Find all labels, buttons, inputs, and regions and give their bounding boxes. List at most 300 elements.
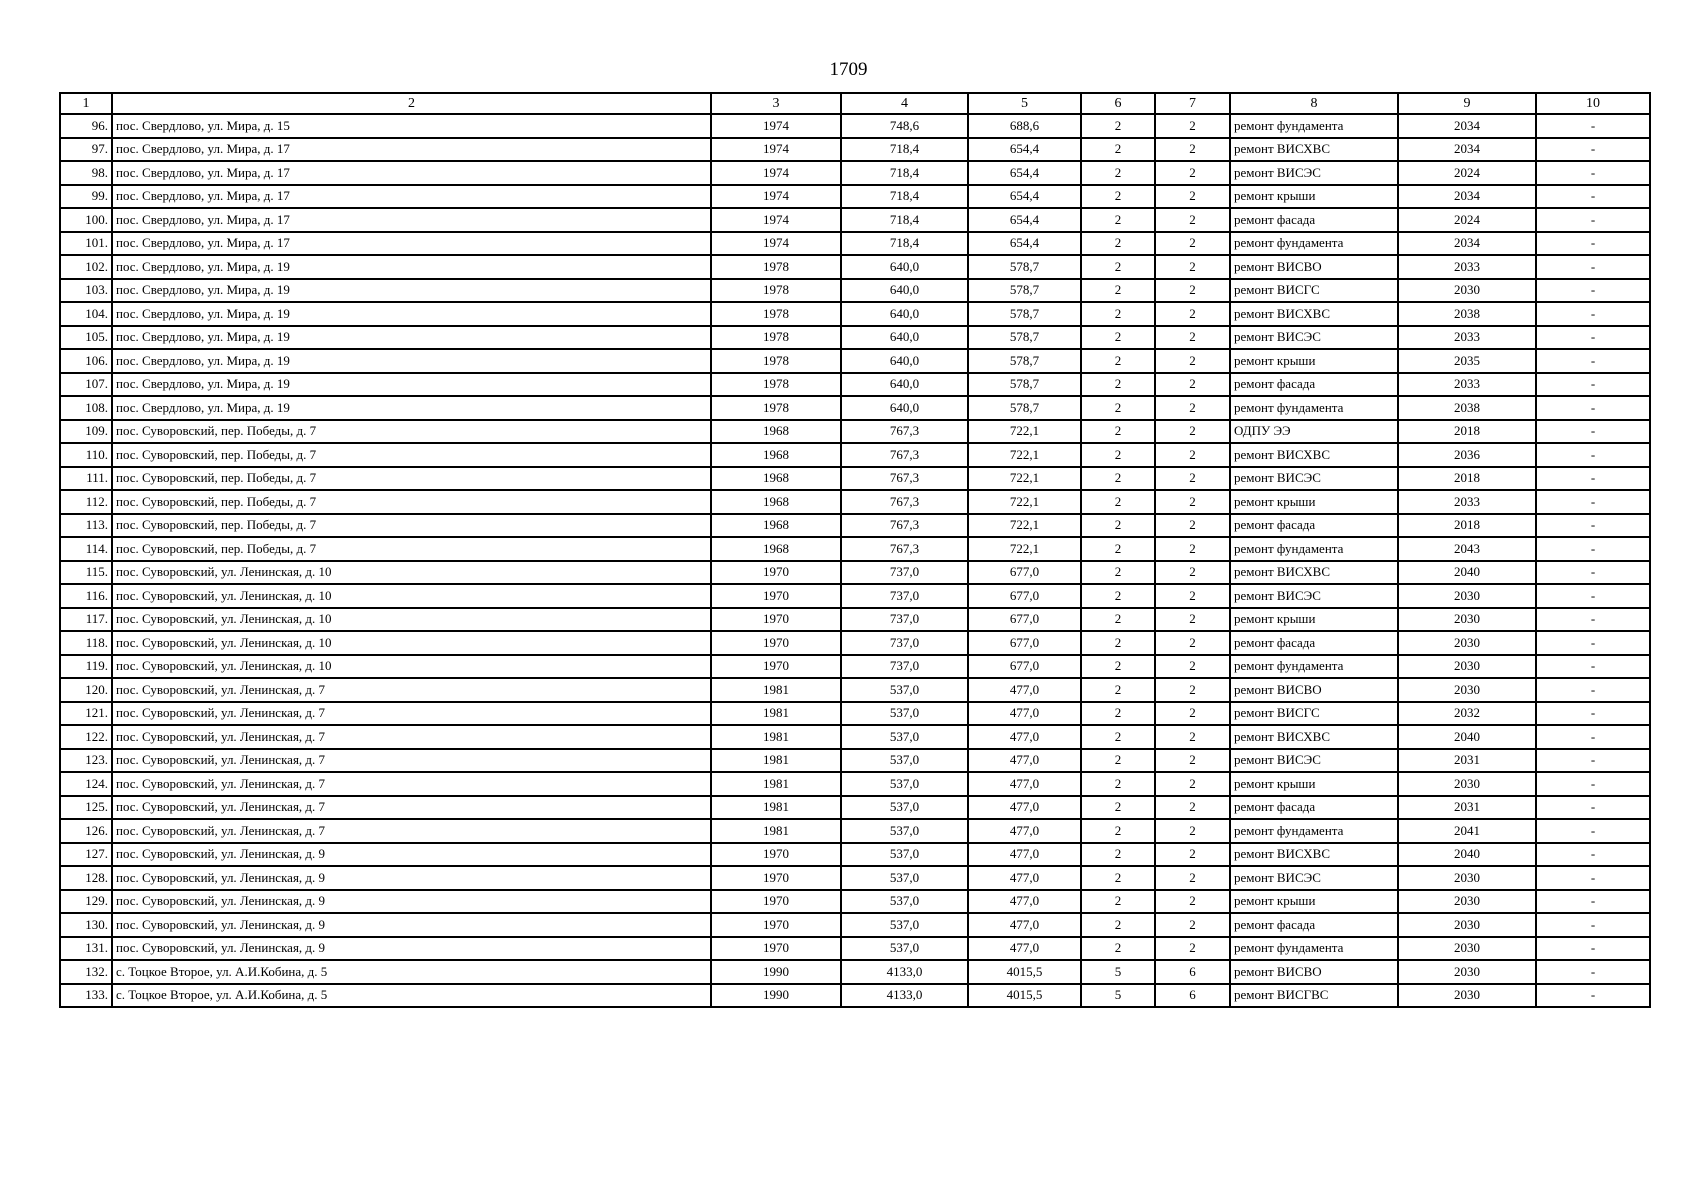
cell-note: - <box>1536 467 1650 491</box>
column-header: 1 <box>60 93 112 114</box>
table-row <box>60 796 1650 820</box>
cell-planned-year: 2018 <box>1398 514 1536 538</box>
cell-row-number: 106. <box>60 349 112 373</box>
cell-row-number: 118. <box>60 631 112 655</box>
cell-total-area: 640,0 <box>841 396 968 420</box>
cell-planned-year: 2031 <box>1398 796 1536 820</box>
cell-work-type: ремонт фундамента <box>1230 937 1398 961</box>
cell-living-area: 477,0 <box>968 913 1081 937</box>
cell-year-built: 1968 <box>711 490 841 514</box>
cell-work-type: ремонт крыши <box>1230 608 1398 632</box>
cell-floors: 2 <box>1081 467 1155 491</box>
cell-address: пос. Свердлово, ул. Мира, д. 19 <box>112 255 711 279</box>
table-row <box>60 984 1650 1008</box>
cell-total-area: 537,0 <box>841 913 968 937</box>
cell-address: пос. Суворовский, ул. Ленинская, д. 9 <box>112 890 711 914</box>
cell-entrances: 2 <box>1155 279 1230 303</box>
cell-living-area: 4015,5 <box>968 960 1081 984</box>
table-row <box>60 866 1650 890</box>
cell-total-area: 640,0 <box>841 349 968 373</box>
cell-total-area: 537,0 <box>841 890 968 914</box>
cell-living-area: 477,0 <box>968 749 1081 773</box>
column-header: 8 <box>1230 93 1398 114</box>
cell-living-area: 578,7 <box>968 279 1081 303</box>
cell-entrances: 2 <box>1155 913 1230 937</box>
cell-entrances: 2 <box>1155 772 1230 796</box>
cell-year-built: 1974 <box>711 232 841 256</box>
cell-note: - <box>1536 796 1650 820</box>
cell-entrances: 2 <box>1155 138 1230 162</box>
cell-floors: 2 <box>1081 631 1155 655</box>
cell-floors: 2 <box>1081 279 1155 303</box>
cell-work-type: ремонт фундамента <box>1230 819 1398 843</box>
cell-entrances: 2 <box>1155 796 1230 820</box>
cell-note: - <box>1536 702 1650 726</box>
cell-floors: 2 <box>1081 537 1155 561</box>
cell-address: пос. Свердлово, ул. Мира, д. 19 <box>112 373 711 397</box>
cell-work-type: ремонт крыши <box>1230 490 1398 514</box>
cell-row-number: 110. <box>60 443 112 467</box>
cell-planned-year: 2033 <box>1398 255 1536 279</box>
table-row <box>60 725 1650 749</box>
cell-total-area: 737,0 <box>841 608 968 632</box>
cell-address: пос. Свердлово, ул. Мира, д. 19 <box>112 302 711 326</box>
cell-living-area: 722,1 <box>968 537 1081 561</box>
cell-address: пос. Свердлово, ул. Мира, д. 17 <box>112 232 711 256</box>
cell-work-type: ремонт фундамента <box>1230 396 1398 420</box>
cell-total-area: 718,4 <box>841 208 968 232</box>
cell-year-built: 1978 <box>711 255 841 279</box>
table-row <box>60 490 1650 514</box>
cell-total-area: 640,0 <box>841 373 968 397</box>
cell-note: - <box>1536 561 1650 585</box>
cell-living-area: 477,0 <box>968 702 1081 726</box>
cell-floors: 2 <box>1081 302 1155 326</box>
cell-year-built: 1970 <box>711 561 841 585</box>
cell-entrances: 2 <box>1155 514 1230 538</box>
cell-floors: 2 <box>1081 185 1155 209</box>
cell-note: - <box>1536 913 1650 937</box>
cell-work-type: ремонт фасада <box>1230 913 1398 937</box>
cell-year-built: 1970 <box>711 631 841 655</box>
cell-year-built: 1970 <box>711 913 841 937</box>
table-row <box>60 960 1650 984</box>
cell-total-area: 737,0 <box>841 561 968 585</box>
cell-work-type: ремонт фасада <box>1230 631 1398 655</box>
cell-entrances: 2 <box>1155 420 1230 444</box>
cell-floors: 2 <box>1081 584 1155 608</box>
cell-address: пос. Суворовский, ул. Ленинская, д. 7 <box>112 772 711 796</box>
cell-year-built: 1981 <box>711 702 841 726</box>
cell-living-area: 578,7 <box>968 373 1081 397</box>
cell-address: пос. Суворовский, ул. Ленинская, д. 10 <box>112 631 711 655</box>
cell-total-area: 4133,0 <box>841 984 968 1008</box>
cell-floors: 2 <box>1081 349 1155 373</box>
cell-planned-year: 2030 <box>1398 772 1536 796</box>
table-row <box>60 772 1650 796</box>
table-row <box>60 467 1650 491</box>
cell-row-number: 99. <box>60 185 112 209</box>
column-header: 10 <box>1536 93 1650 114</box>
cell-row-number: 108. <box>60 396 112 420</box>
cell-address: пос. Суворовский, ул. Ленинская, д. 7 <box>112 678 711 702</box>
cell-entrances: 2 <box>1155 749 1230 773</box>
cell-entrances: 2 <box>1155 326 1230 350</box>
cell-note: - <box>1536 631 1650 655</box>
cell-total-area: 537,0 <box>841 843 968 867</box>
cell-note: - <box>1536 819 1650 843</box>
cell-address: пос. Свердлово, ул. Мира, д. 19 <box>112 326 711 350</box>
cell-total-area: 640,0 <box>841 255 968 279</box>
cell-entrances: 2 <box>1155 373 1230 397</box>
cell-address: пос. Свердлово, ул. Мира, д. 17 <box>112 185 711 209</box>
cell-address: пос. Суворовский, пер. Победы, д. 7 <box>112 467 711 491</box>
cell-work-type: ремонт ВИСХВС <box>1230 561 1398 585</box>
cell-work-type: ремонт ВИСХВС <box>1230 725 1398 749</box>
cell-floors: 5 <box>1081 984 1155 1008</box>
cell-planned-year: 2030 <box>1398 279 1536 303</box>
cell-living-area: 677,0 <box>968 584 1081 608</box>
cell-row-number: 113. <box>60 514 112 538</box>
cell-total-area: 537,0 <box>841 866 968 890</box>
cell-row-number: 127. <box>60 843 112 867</box>
cell-floors: 2 <box>1081 490 1155 514</box>
cell-note: - <box>1536 114 1650 138</box>
cell-year-built: 1978 <box>711 349 841 373</box>
cell-living-area: 578,7 <box>968 326 1081 350</box>
column-header: 7 <box>1155 93 1230 114</box>
cell-work-type: ремонт ВИСВО <box>1230 960 1398 984</box>
table-row <box>60 208 1650 232</box>
table-row <box>60 514 1650 538</box>
cell-address: пос. Суворовский, ул. Ленинская, д. 9 <box>112 866 711 890</box>
cell-planned-year: 2034 <box>1398 114 1536 138</box>
cell-address: пос. Суворовский, пер. Победы, д. 7 <box>112 420 711 444</box>
table-row <box>60 702 1650 726</box>
cell-address: пос. Суворовский, ул. Ленинская, д. 10 <box>112 561 711 585</box>
cell-note: - <box>1536 349 1650 373</box>
cell-address: пос. Суворовский, ул. Ленинская, д. 7 <box>112 725 711 749</box>
cell-note: - <box>1536 326 1650 350</box>
cell-floors: 2 <box>1081 772 1155 796</box>
cell-floors: 2 <box>1081 420 1155 444</box>
cell-row-number: 115. <box>60 561 112 585</box>
cell-floors: 2 <box>1081 866 1155 890</box>
cell-note: - <box>1536 937 1650 961</box>
cell-work-type: ремонт ВИСХВС <box>1230 138 1398 162</box>
cell-total-area: 640,0 <box>841 279 968 303</box>
repair-schedule-table <box>59 92 1651 1008</box>
cell-row-number: 97. <box>60 138 112 162</box>
cell-entrances: 2 <box>1155 937 1230 961</box>
cell-entrances: 2 <box>1155 678 1230 702</box>
cell-living-area: 677,0 <box>968 561 1081 585</box>
cell-work-type: ремонт фундамента <box>1230 655 1398 679</box>
table-row <box>60 655 1650 679</box>
cell-planned-year: 2040 <box>1398 843 1536 867</box>
cell-row-number: 116. <box>60 584 112 608</box>
table-row <box>60 584 1650 608</box>
cell-planned-year: 2030 <box>1398 937 1536 961</box>
cell-year-built: 1990 <box>711 984 841 1008</box>
cell-planned-year: 2030 <box>1398 913 1536 937</box>
cell-row-number: 131. <box>60 937 112 961</box>
cell-floors: 2 <box>1081 514 1155 538</box>
cell-address: пос. Суворовский, ул. Ленинская, д. 7 <box>112 749 711 773</box>
cell-planned-year: 2032 <box>1398 702 1536 726</box>
cell-planned-year: 2041 <box>1398 819 1536 843</box>
cell-planned-year: 2030 <box>1398 608 1536 632</box>
cell-row-number: 103. <box>60 279 112 303</box>
table-row <box>60 937 1650 961</box>
cell-note: - <box>1536 749 1650 773</box>
cell-address: пос. Суворовский, ул. Ленинская, д. 10 <box>112 655 711 679</box>
cell-total-area: 767,3 <box>841 420 968 444</box>
cell-year-built: 1974 <box>711 185 841 209</box>
table-row <box>60 420 1650 444</box>
cell-living-area: 677,0 <box>968 608 1081 632</box>
cell-floors: 2 <box>1081 232 1155 256</box>
cell-address: пос. Суворовский, пер. Победы, д. 7 <box>112 443 711 467</box>
cell-row-number: 104. <box>60 302 112 326</box>
cell-address: пос. Свердлово, ул. Мира, д. 17 <box>112 138 711 162</box>
cell-planned-year: 2018 <box>1398 467 1536 491</box>
cell-floors: 2 <box>1081 608 1155 632</box>
cell-living-area: 4015,5 <box>968 984 1081 1008</box>
cell-floors: 2 <box>1081 819 1155 843</box>
cell-year-built: 1970 <box>711 655 841 679</box>
table-row <box>60 326 1650 350</box>
cell-work-type: ремонт крыши <box>1230 890 1398 914</box>
cell-row-number: 123. <box>60 749 112 773</box>
column-header: 4 <box>841 93 968 114</box>
cell-address: пос. Свердлово, ул. Мира, д. 17 <box>112 161 711 185</box>
cell-row-number: 109. <box>60 420 112 444</box>
cell-floors: 2 <box>1081 702 1155 726</box>
cell-work-type: ремонт крыши <box>1230 772 1398 796</box>
table-row <box>60 396 1650 420</box>
cell-planned-year: 2033 <box>1398 490 1536 514</box>
cell-year-built: 1970 <box>711 937 841 961</box>
cell-work-type: ОДПУ ЭЭ <box>1230 420 1398 444</box>
cell-address: пос. Суворовский, пер. Победы, д. 7 <box>112 537 711 561</box>
cell-note: - <box>1536 185 1650 209</box>
table-row <box>60 255 1650 279</box>
cell-entrances: 2 <box>1155 584 1230 608</box>
table-row <box>60 161 1650 185</box>
cell-entrances: 2 <box>1155 490 1230 514</box>
cell-address: с. Тоцкое Второе, ул. А.И.Кобина, д. 5 <box>112 960 711 984</box>
cell-living-area: 477,0 <box>968 890 1081 914</box>
cell-floors: 2 <box>1081 326 1155 350</box>
cell-year-built: 1970 <box>711 866 841 890</box>
cell-note: - <box>1536 866 1650 890</box>
cell-entrances: 2 <box>1155 208 1230 232</box>
cell-year-built: 1974 <box>711 161 841 185</box>
table-row <box>60 232 1650 256</box>
cell-work-type: ремонт крыши <box>1230 349 1398 373</box>
cell-entrances: 2 <box>1155 702 1230 726</box>
cell-row-number: 96. <box>60 114 112 138</box>
cell-work-type: ремонт ВИСГС <box>1230 279 1398 303</box>
cell-year-built: 1968 <box>711 420 841 444</box>
table-row <box>60 749 1650 773</box>
cell-work-type: ремонт ВИСВО <box>1230 678 1398 702</box>
cell-entrances: 6 <box>1155 960 1230 984</box>
cell-entrances: 2 <box>1155 467 1230 491</box>
cell-entrances: 2 <box>1155 232 1230 256</box>
cell-work-type: ремонт фасада <box>1230 796 1398 820</box>
table-row <box>60 373 1650 397</box>
table-body <box>60 114 1650 1007</box>
cell-year-built: 1990 <box>711 960 841 984</box>
cell-living-area: 477,0 <box>968 772 1081 796</box>
cell-total-area: 718,4 <box>841 185 968 209</box>
cell-total-area: 537,0 <box>841 819 968 843</box>
cell-note: - <box>1536 890 1650 914</box>
cell-work-type: ремонт ВИСЭС <box>1230 161 1398 185</box>
cell-entrances: 2 <box>1155 255 1230 279</box>
cell-floors: 2 <box>1081 161 1155 185</box>
cell-total-area: 537,0 <box>841 702 968 726</box>
cell-work-type: ремонт фундамента <box>1230 537 1398 561</box>
cell-year-built: 1968 <box>711 443 841 467</box>
cell-total-area: 718,4 <box>841 138 968 162</box>
cell-total-area: 537,0 <box>841 937 968 961</box>
column-header: 3 <box>711 93 841 114</box>
cell-living-area: 578,7 <box>968 349 1081 373</box>
cell-row-number: 107. <box>60 373 112 397</box>
table-row <box>60 913 1650 937</box>
cell-floors: 2 <box>1081 208 1155 232</box>
cell-note: - <box>1536 960 1650 984</box>
page-number: 1709 <box>829 59 868 80</box>
cell-total-area: 640,0 <box>841 302 968 326</box>
table-row <box>60 138 1650 162</box>
cell-row-number: 111. <box>60 467 112 491</box>
cell-living-area: 722,1 <box>968 490 1081 514</box>
cell-floors: 2 <box>1081 890 1155 914</box>
cell-row-number: 112. <box>60 490 112 514</box>
cell-row-number: 117. <box>60 608 112 632</box>
cell-row-number: 129. <box>60 890 112 914</box>
cell-address: пос. Суворовский, пер. Победы, д. 7 <box>112 490 711 514</box>
cell-note: - <box>1536 537 1650 561</box>
cell-work-type: ремонт ВИСЭС <box>1230 584 1398 608</box>
cell-living-area: 477,0 <box>968 819 1081 843</box>
table-row <box>60 890 1650 914</box>
cell-floors: 2 <box>1081 937 1155 961</box>
cell-work-type: ремонт фундамента <box>1230 232 1398 256</box>
table-row <box>60 114 1650 138</box>
cell-entrances: 2 <box>1155 302 1230 326</box>
cell-planned-year: 2034 <box>1398 138 1536 162</box>
cell-work-type: ремонт ВИСХВС <box>1230 843 1398 867</box>
cell-year-built: 1970 <box>711 843 841 867</box>
cell-note: - <box>1536 396 1650 420</box>
cell-floors: 2 <box>1081 373 1155 397</box>
cell-floors: 2 <box>1081 138 1155 162</box>
cell-living-area: 654,4 <box>968 232 1081 256</box>
cell-total-area: 737,0 <box>841 584 968 608</box>
cell-total-area: 718,4 <box>841 232 968 256</box>
cell-address: пос. Суворовский, ул. Ленинская, д. 7 <box>112 796 711 820</box>
cell-note: - <box>1536 843 1650 867</box>
table-row <box>60 185 1650 209</box>
cell-planned-year: 2030 <box>1398 631 1536 655</box>
cell-address: пос. Свердлово, ул. Мира, д. 15 <box>112 114 711 138</box>
table-row <box>60 279 1650 303</box>
cell-entrances: 2 <box>1155 725 1230 749</box>
cell-year-built: 1968 <box>711 467 841 491</box>
cell-work-type: ремонт ВИСЭС <box>1230 749 1398 773</box>
cell-address: пос. Суворовский, ул. Ленинская, д. 10 <box>112 608 711 632</box>
cell-entrances: 2 <box>1155 866 1230 890</box>
cell-entrances: 2 <box>1155 561 1230 585</box>
cell-note: - <box>1536 443 1650 467</box>
cell-address: пос. Суворовский, ул. Ленинская, д. 10 <box>112 584 711 608</box>
cell-work-type: ремонт ВИСВО <box>1230 255 1398 279</box>
cell-floors: 2 <box>1081 561 1155 585</box>
table-row <box>60 631 1650 655</box>
cell-entrances: 2 <box>1155 161 1230 185</box>
cell-year-built: 1981 <box>711 725 841 749</box>
cell-planned-year: 2036 <box>1398 443 1536 467</box>
cell-address: пос. Свердлово, ул. Мира, д. 19 <box>112 396 711 420</box>
cell-year-built: 1968 <box>711 514 841 538</box>
cell-address: пос. Суворовский, ул. Ленинская, д. 9 <box>112 937 711 961</box>
cell-work-type: ремонт ВИСХВС <box>1230 302 1398 326</box>
cell-row-number: 132. <box>60 960 112 984</box>
cell-year-built: 1978 <box>711 373 841 397</box>
cell-total-area: 537,0 <box>841 725 968 749</box>
cell-floors: 5 <box>1081 960 1155 984</box>
cell-total-area: 767,3 <box>841 443 968 467</box>
cell-note: - <box>1536 138 1650 162</box>
cell-planned-year: 2043 <box>1398 537 1536 561</box>
cell-row-number: 133. <box>60 984 112 1008</box>
cell-year-built: 1978 <box>711 396 841 420</box>
cell-address: пос. Суворовский, ул. Ленинская, д. 9 <box>112 913 711 937</box>
cell-total-area: 737,0 <box>841 655 968 679</box>
cell-living-area: 477,0 <box>968 937 1081 961</box>
cell-note: - <box>1536 678 1650 702</box>
cell-entrances: 2 <box>1155 608 1230 632</box>
cell-work-type: ремонт фасада <box>1230 208 1398 232</box>
cell-entrances: 6 <box>1155 984 1230 1008</box>
cell-floors: 2 <box>1081 725 1155 749</box>
cell-entrances: 2 <box>1155 631 1230 655</box>
cell-floors: 2 <box>1081 678 1155 702</box>
table-row <box>60 678 1650 702</box>
cell-living-area: 477,0 <box>968 796 1081 820</box>
cell-row-number: 100. <box>60 208 112 232</box>
cell-planned-year: 2030 <box>1398 866 1536 890</box>
cell-total-area: 640,0 <box>841 326 968 350</box>
cell-total-area: 537,0 <box>841 678 968 702</box>
cell-year-built: 1978 <box>711 279 841 303</box>
cell-work-type: ремонт ВИСГВС <box>1230 984 1398 1008</box>
cell-year-built: 1978 <box>711 326 841 350</box>
table-row <box>60 443 1650 467</box>
table-row <box>60 843 1650 867</box>
table-row <box>60 608 1650 632</box>
cell-floors: 2 <box>1081 396 1155 420</box>
cell-planned-year: 2034 <box>1398 232 1536 256</box>
cell-work-type: ремонт ВИСЭС <box>1230 866 1398 890</box>
cell-note: - <box>1536 584 1650 608</box>
cell-living-area: 654,4 <box>968 208 1081 232</box>
